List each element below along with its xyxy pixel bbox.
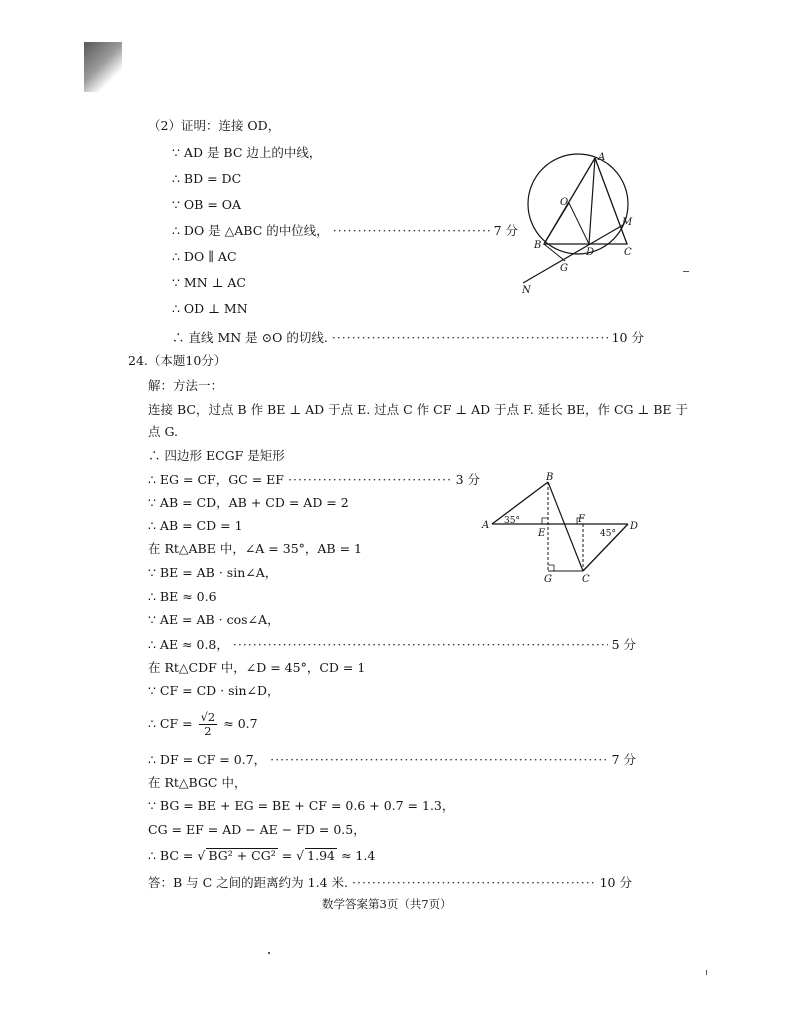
part2-line-5: ∴ DO ∥ AC (172, 249, 237, 264)
q24-bc-line: ∴ BC = √ BG² + CG² = √ 1.94 ≈ 1.4 (148, 848, 376, 863)
circle-tangent-figure (515, 148, 645, 296)
label-angle-35: 35° (504, 516, 520, 526)
median-ad (589, 158, 595, 244)
part2-line-4: ∴ DO 是 △ABC 的中位线， (172, 223, 329, 238)
label-c: C (582, 574, 590, 584)
label-g: G (544, 574, 552, 584)
score-3: 3 分 (455, 472, 480, 487)
q24-answer-with-score (148, 875, 632, 891)
trapezoid-figure (480, 472, 642, 584)
leader-dots (233, 637, 608, 653)
segment-bc (548, 482, 583, 571)
part2-line-8: ∴ 直线 MN 是 ⊙O 的切线. (172, 330, 328, 345)
q24-line-9-with-score (148, 637, 636, 653)
label-f: F (578, 514, 585, 525)
q24-line-7: ∴ BE ≈ 0.6 (148, 589, 217, 604)
leader-dots (270, 752, 607, 768)
q24-cf-line (148, 709, 258, 739)
bc-radical-1: BG² + CG² (208, 848, 276, 863)
segment-ob (544, 203, 569, 244)
label-n: N (522, 285, 531, 296)
q24-line-2: ∴ EG = CF，GC = EF (148, 472, 284, 487)
part2-line-1: ∵ AD 是 BC 边上的中线， (172, 145, 322, 160)
q24-intro-2: 点 G. (148, 424, 178, 439)
label-angle-45: 45° (600, 529, 616, 539)
scan-speck (268, 952, 270, 954)
score-10: 10 分 (599, 875, 632, 890)
q24-line-10: 在 Rt△CDF 中，∠D = 45°，CD = 1 (148, 660, 366, 675)
q24-df-line-with-score (148, 752, 636, 768)
bc-equals: = (281, 848, 293, 863)
part2-line-8-with-score (172, 330, 644, 346)
score-7: 7 分 (611, 752, 636, 767)
cf-fraction (199, 711, 218, 738)
q24-line-9: ∴ AE ≈ 0.8， (148, 637, 229, 652)
q24-answer: 答：B 与 C 之间的距离约为 1.4 米. (148, 875, 348, 890)
q24-rt-bgc: 在 Rt△BGC 中， (148, 775, 247, 790)
q24-bg-line: ∵ BG = BE + EG = BE + CF = 0.6 + 0.7 = 1.3， (148, 798, 455, 813)
score-5: 5 分 (611, 637, 636, 652)
q24-line-1: ∴ 四边形 ECGF 是矩形 (148, 448, 285, 463)
label-c: C (624, 247, 632, 258)
scan-corner-mark (84, 42, 122, 92)
scan-speck (706, 970, 707, 975)
q24-intro-1: 连接 BC，过点 B 作 BE ⊥ AD 于点 E. 过点 C 作 CF ⊥ AD 于点 F. 延长 BE，作 CG ⊥ BE 于 (148, 402, 689, 417)
scan-speck (683, 271, 689, 272)
segment-bg (544, 244, 565, 261)
label-g: G (560, 263, 568, 274)
q24-method: 解：方法一： (148, 378, 224, 393)
q24-line-5: 在 Rt△ABE 中，∠A = 35°，AB = 1 (148, 541, 362, 556)
q24-title: 24.（本题10分） (128, 353, 227, 368)
label-d: D (630, 521, 639, 532)
label-d: D (586, 247, 595, 258)
q24-line-6: ∵ BE = AB · sin∠A， (148, 565, 278, 580)
right-angle-e (542, 518, 548, 524)
part2-line-3: ∵ OB = OA (172, 197, 242, 212)
q24-line-8: ∵ AE = AB · cos∠A， (148, 612, 280, 627)
leader-dots (288, 472, 452, 488)
q24-line-11: ∵ CF = CD · sin∠D， (148, 683, 280, 698)
bc-radical-2: 1.94 (307, 848, 335, 863)
label-e: E (538, 528, 546, 539)
label-b: B (546, 472, 554, 483)
q24-line-2-with-score (148, 472, 480, 488)
part2-line-6: ∵ MN ⊥ AC (172, 275, 246, 290)
label-a: A (598, 152, 606, 163)
leader-dots (333, 223, 490, 239)
q24-cg-line: CG = EF = AD − AE − FD = 0.5， (148, 822, 366, 837)
cf-fraction-denominator: 2 (204, 724, 212, 738)
part2-line-7: ∴ OD ⊥ MN (172, 301, 248, 316)
q24-df-line: ∴ DF = CF = 0.7， (148, 752, 267, 767)
segment-od (569, 203, 589, 244)
segment-ab (492, 482, 548, 524)
cf-suffix: ≈ 0.7 (223, 716, 258, 731)
bc-suffix: ≈ 1.4 (340, 848, 376, 863)
q24-line-4: ∴ AB = CD = 1 (148, 518, 243, 533)
label-a: A (482, 520, 490, 531)
q24-line-3: ∵ AB = CD，AB + CD = AD = 2 (148, 495, 349, 510)
part2-line-4-with-score (172, 223, 518, 239)
part2-header: （2）证明：连接 OD， (148, 118, 281, 133)
score-10: 10 分 (611, 330, 644, 345)
part2-line-2: ∴ BD = DC (172, 171, 242, 186)
triangle-abc (544, 158, 627, 244)
leader-dots (332, 330, 608, 346)
cf-fraction-numerator: √2 (200, 710, 216, 724)
cf-prefix: ∴ CF = (148, 716, 193, 731)
label-o: O (560, 197, 569, 208)
page-footer: 数学答案第3页（共7页） (322, 897, 452, 911)
score-7: 7 分 (493, 223, 518, 238)
right-angle-g (548, 565, 554, 571)
bc-prefix: ∴ BC = (148, 848, 194, 863)
label-m: M (622, 217, 633, 228)
circle-o (528, 154, 628, 254)
label-b: B (534, 240, 542, 251)
leader-dots (352, 875, 596, 891)
